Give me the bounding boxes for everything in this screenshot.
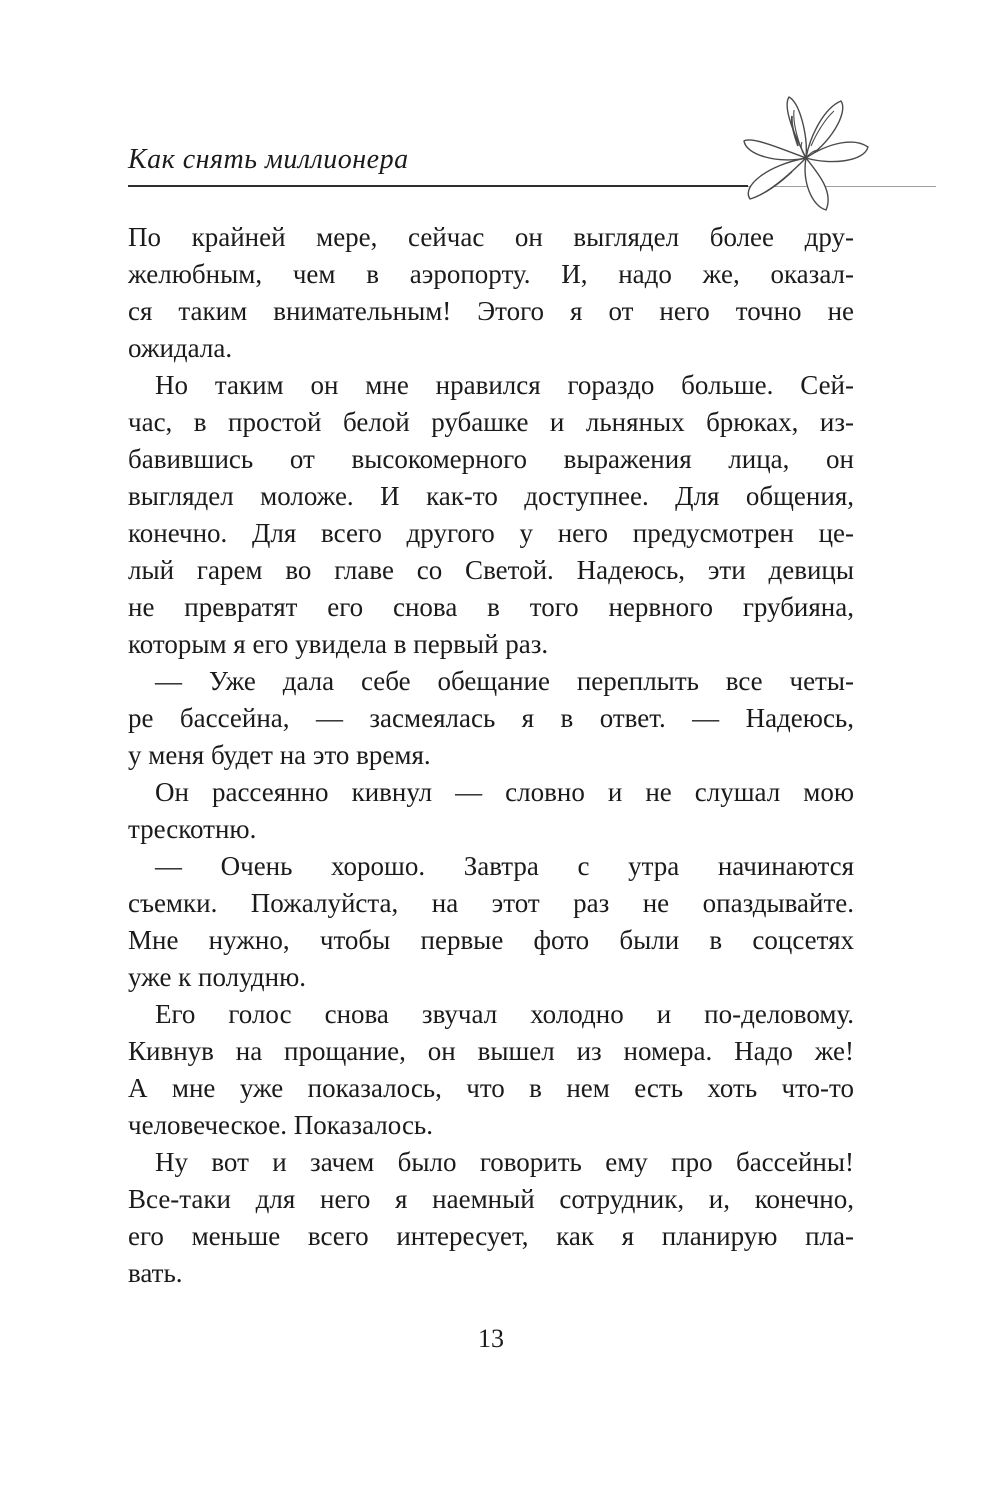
text-line: выглядел моложе. И как-то доступнее. Для общения, bbox=[128, 481, 854, 511]
text-line: — Уже дала себе обещание переплыть все четы- bbox=[155, 666, 854, 696]
text-line: Он рассеянно кивнул — словно и не слушал мою bbox=[155, 777, 854, 807]
text-line: Ну вот и зачем было говорить ему про бассейны! bbox=[155, 1147, 854, 1177]
running-header-title: Как снять миллионера bbox=[128, 144, 409, 175]
header-rule-dark bbox=[128, 185, 748, 187]
text-line: конечно. Для всего другого у него предусмотрен це- bbox=[128, 518, 854, 548]
text-line: ре бассейна, — засмеялась я в ответ. — Надеюсь, bbox=[128, 703, 854, 733]
text-line: час, в простой белой рубашке и льняных брюках, из- bbox=[128, 407, 854, 437]
text-line: А мне уже показалось, что в нем есть хоть что-то bbox=[128, 1073, 854, 1103]
page-number: 13 bbox=[478, 1324, 504, 1353]
text-line: ся таким внимательным! Этого я от него точно не bbox=[128, 296, 854, 326]
text-line: желюбным, чем в аэропорту. И, надо же, оказал- bbox=[128, 259, 854, 289]
text-line: бавившись от высокомерного выражения лица, он bbox=[128, 444, 854, 474]
text-line: уже к полудню. bbox=[128, 962, 307, 992]
text-line: По крайней мере, сейчас он выглядел более дру- bbox=[128, 222, 854, 252]
text-line: лый гарем во главе со Светой. Надеюсь, эти девицы bbox=[128, 555, 854, 585]
text-line: которым я его увидела в первый раз. bbox=[128, 629, 549, 659]
text-line: человеческое. Показалось. bbox=[128, 1110, 433, 1140]
text-line: — Очень хорошо. Завтра с утра начинаются bbox=[155, 851, 854, 881]
text-line: Мне нужно, чтобы первые фото были в соцсетях bbox=[128, 925, 854, 955]
text-line: Кивнув на прощание, он вышел из номера. Надо же! bbox=[128, 1036, 854, 1066]
text-line: Его голос снова звучал холодно и по-деловому. bbox=[155, 999, 854, 1029]
text-line: не превратят его снова в того нервного грубияна, bbox=[128, 592, 854, 622]
text-line: ожидала. bbox=[128, 333, 233, 363]
text-line: съемки. Пожалуйста, на этот раз не опаздывайте. bbox=[128, 888, 854, 918]
text-line: вать. bbox=[128, 1258, 183, 1288]
text-line: у меня будет на это время. bbox=[128, 740, 431, 770]
text-line: трескотню. bbox=[128, 814, 257, 844]
text-line: Но таким он мне нравился гораздо больше. Сей- bbox=[155, 370, 854, 400]
running-header bbox=[128, 144, 748, 176]
page-text bbox=[128, 219, 854, 1292]
text-line: Все-таки для него я наемный сотрудник, и, конечно, bbox=[128, 1184, 854, 1214]
text-line: его меньше всего интересует, как я планирую пла- bbox=[128, 1221, 854, 1251]
flower-icon bbox=[738, 94, 876, 216]
